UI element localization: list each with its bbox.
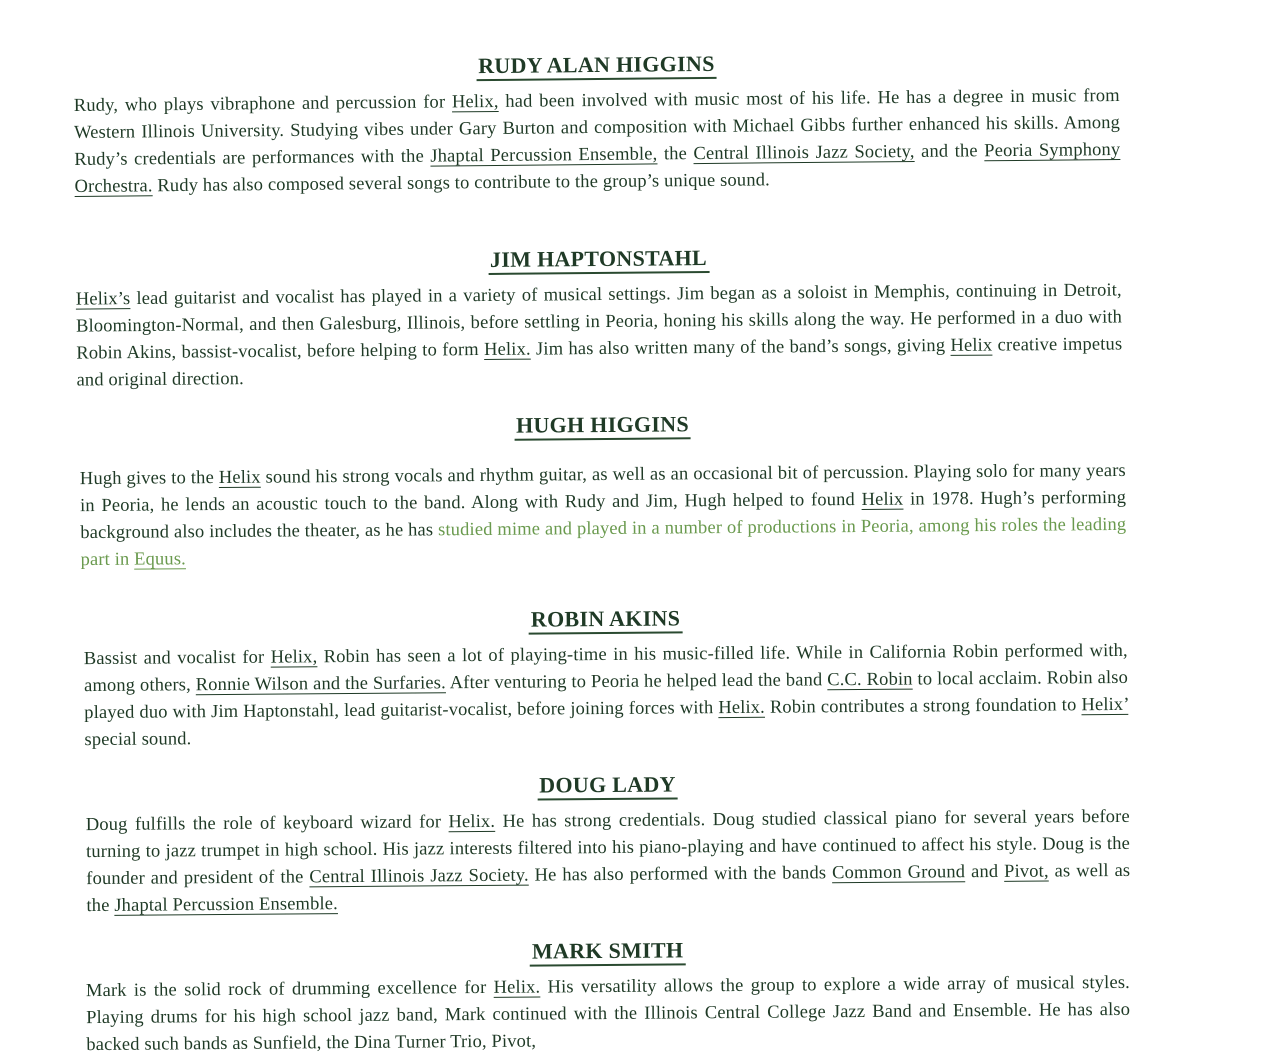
ensemble-name: Jhaptal Percussion Ensemble. xyxy=(114,894,338,916)
band-name: Helix. xyxy=(718,697,766,719)
ensemble-name: Jhaptal Percussion Ensemble, xyxy=(430,144,658,167)
bio-text: Helix’s lead guitarist and vocalist has played in a variety of musical settings. Jim began as a soloist in Memphis, continuing in Detroit, Bloomington-Normal, and then Galesburg, Illinois, before settling in Peoria, honing his skills along the way. He performed in a duo with Robin Akins, bassist-vocalist, before helping to form Helix. Jim has also written many of the band’s songs, giving Helix creative impetus and original direction. xyxy=(75,280,1123,391)
band-name: Ronnie Wilson and the Surfaries. xyxy=(195,673,446,696)
orchestra-name: Peoria Symphony Orchestra. xyxy=(74,139,1121,198)
band-name: Helix. xyxy=(493,977,541,998)
play-title: Equus. xyxy=(134,549,186,570)
band-name: Helix xyxy=(218,467,261,489)
faded-text: studied mime and played in a number of productions in Peoria, among his roles the leading part in xyxy=(80,514,1127,571)
band-name: Helix, xyxy=(270,647,318,668)
bio-text: Rudy, who plays vibraphone and percussion for Helix, had been involved with music most of his life. He has a degree in music from Western Illinois University. Studying vibes under Gary Burton and composition with Michael Gibbs further enhanced his skills. Among Rudy’s credentials are performances with the Jhaptal Percussion Ensemble, the Central Illinois Jazz Society, and the Peoria Symphony Orchestra. Rudy has also composed several songs to contribute to the group’s unique sound. xyxy=(73,85,1121,198)
band-name: Helix xyxy=(861,489,904,510)
band-name: C.C. Robin xyxy=(827,669,913,691)
bio-text: Doug fulfills the role of keyboard wizard for Helix. He has strong credentials. Doug studied classical piano for several years before turning to jazz trumpet in high school. His jazz interests filtered into his piano-playing and have continued to affect his style. Doug is the founder and president of the Central Illinois Jazz Society. He has also performed with the bands Common Ground and Pivot, as well as the Jhaptal Percussion Ensemble. xyxy=(85,806,1131,917)
bio-heading: ROBIN AKINS xyxy=(83,602,1127,638)
bio-heading: MARK SMITH xyxy=(86,934,1130,970)
band-name: Pivot, xyxy=(1004,861,1049,882)
bio-text: Mark is the solid rock of drumming excellence for Helix. His versatility allows the group to explore a wide array of musical styles. Playing drums for his high school jazz band, Mark continued with the Illinois Central College Jazz Band and Ensemble. He has also backed such bands as Sunfield, the Dina Turner Trio, Pivot, xyxy=(85,972,1131,1056)
band-name: Helix. xyxy=(484,339,531,361)
bio-robin-akins xyxy=(83,602,1128,754)
bio-mark-smith xyxy=(86,934,1131,1059)
bio-doug-lady xyxy=(85,768,1130,920)
bio-text: Hugh gives to the Helix sound his strong vocals and rhythm guitar, as well as an occasional bit of percussion. Playing solo for many years in Peoria, he lends an acoustic touch to the band. Along with Rudy and Jim, Hugh helped to found Helix in 1978. Hugh’s performing background also includes the theater, as he has studied mime and played in a number of productions in Peoria, among his roles the leading part in Equus. xyxy=(79,460,1127,571)
bio-hugh-higgins xyxy=(79,408,1126,574)
bio-heading: HUGH HIGGINS xyxy=(79,408,1125,444)
band-name: Helix. xyxy=(448,811,496,833)
band-name: Helix’ xyxy=(1081,694,1129,716)
society-name: Central Illinois Jazz Society. xyxy=(309,865,529,888)
bio-heading: JIM HAPTONSTAHL xyxy=(75,241,1121,278)
society-name: Central Illinois Jazz Society, xyxy=(693,141,915,165)
band-name: Helix xyxy=(950,335,993,356)
bio-text: Bassist and vocalist for Helix, Robin has seen a lot of playing-time in his music-filled life. While in California Robin performed with, among others, Ronnie Wilson and the Surfaries. After venturing to Peoria he helped lead the band C.C. Robin to local acclaim. Robin also played duo with Jim Haptonstahl, lead guitarist-vocalist, before joining forces with Helix. Robin contributes a strong foundation to Helix’ special sound. xyxy=(83,640,1129,751)
bio-heading: RUDY ALAN HIGGINS xyxy=(73,47,1119,85)
bio-heading: DOUG LADY xyxy=(85,768,1129,804)
bio-jim-haptonstahl xyxy=(75,241,1122,394)
band-name: Common Ground xyxy=(831,862,966,884)
band-name: Helix’s xyxy=(75,289,131,310)
band-name: Helix, xyxy=(451,91,499,113)
bio-rudy-alan-higgins xyxy=(73,47,1120,201)
